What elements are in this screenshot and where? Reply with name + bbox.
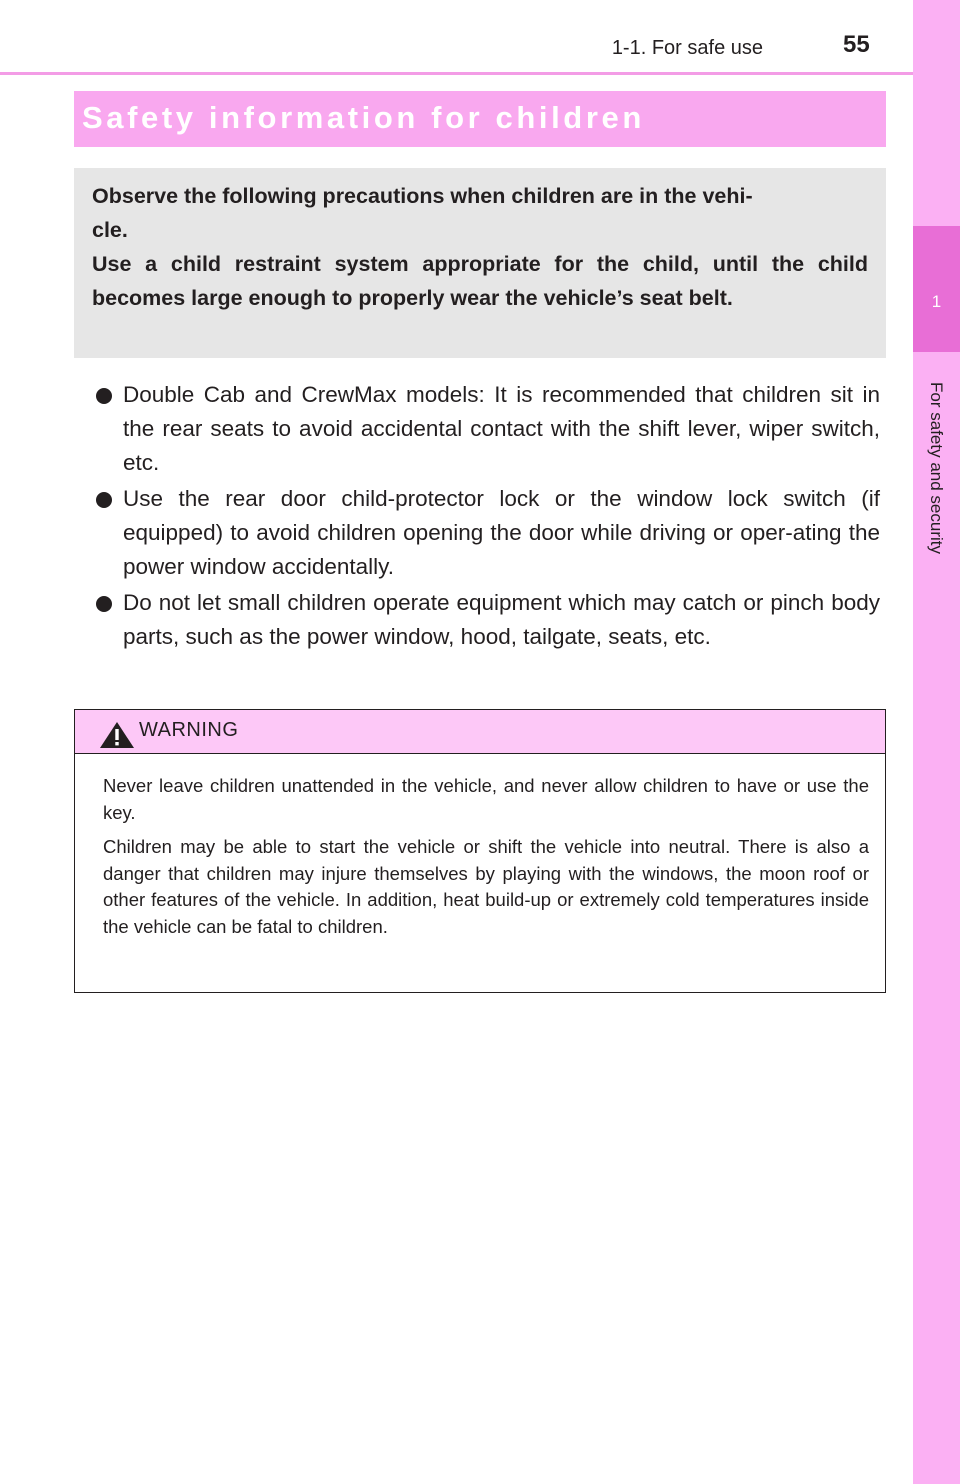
page-number: 55	[843, 31, 870, 58]
header-section-title: 1-1. For safe use	[611, 37, 763, 59]
side-tab-label: For safety and security	[927, 382, 946, 554]
bullet-dot-icon	[96, 596, 112, 612]
bullet-dot-icon	[96, 388, 112, 404]
header-rule	[0, 72, 913, 75]
warning-paragraph: Never leave children unattended in the vehicle, and never allow children to have or use the key.	[103, 775, 869, 823]
intro-text	[92, 179, 868, 315]
warning-paragraph: Children may be able to start the vehicle or shift the vehicle into neutral. There is also a danger that children may injure themselves by playing with the windows, the moon roof or other features of the vehicle. In addition, heat build-up or extremely cold temperatures inside the vehicle can be fatal to children.	[103, 836, 869, 937]
side-tab-number: 1	[931, 292, 942, 311]
list-item-text: Use the rear door child-protector lock or the window lock switch (if equipped) to avoid children opening the door while driving or oper-ating the power window accidentally.	[123, 486, 880, 579]
precaution-list	[74, 378, 880, 656]
list-item	[74, 586, 880, 654]
warning-body	[103, 773, 869, 948]
list-item	[74, 482, 880, 584]
warning-box	[74, 709, 886, 993]
side-tab-number-block	[913, 226, 960, 352]
section-title-bar	[74, 91, 886, 147]
warning-triangle-icon	[99, 721, 135, 749]
intro-line-1: Observe the following precautions when children are in the vehi-	[92, 184, 753, 208]
intro-line-3: Use a child restraint system appropriate for the child, until the child becomes large enough to properly wear the vehicle’s seat belt.	[92, 252, 868, 310]
side-tab	[913, 0, 960, 1484]
section-title: Safety information for children	[82, 100, 645, 135]
intro-box	[74, 168, 886, 358]
list-item	[74, 378, 880, 480]
warning-label: WARNING	[139, 719, 239, 741]
warning-header	[75, 710, 885, 754]
list-item-text: Do not let small children operate equipment which may catch or pinch body parts, such as the power window, hood, tailgate, seats, etc.	[123, 590, 880, 649]
list-item-text: Double Cab and CrewMax models: It is recommended that children sit in the rear seats to avoid accidental contact with the shift lever, wiper switch, etc.	[123, 382, 880, 475]
intro-line-2: cle.	[92, 218, 128, 242]
bullet-dot-icon	[96, 492, 112, 508]
